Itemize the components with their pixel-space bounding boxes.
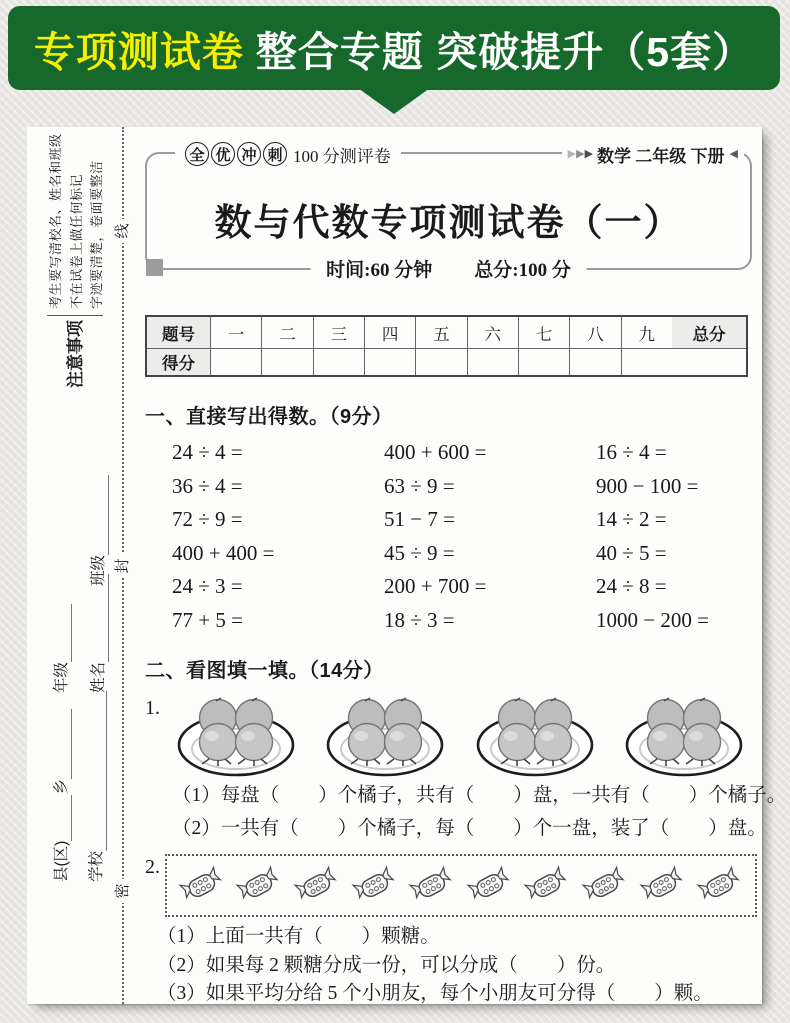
banner-text: 整合专题 突破提升（5套）	[255, 28, 755, 75]
arithmetic-problem: 200 + 700 =	[384, 574, 487, 598]
score-table	[145, 315, 748, 377]
score-table-cell: 七	[519, 317, 570, 348]
arithmetic-problem: 400 + 400 =	[172, 540, 275, 565]
candy-icon	[351, 862, 399, 910]
field-school-blank	[89, 691, 107, 851]
badge-circle-char: 优	[211, 142, 235, 166]
field-name	[85, 563, 109, 693]
arithmetic-problem: 77 + 5 =	[172, 607, 243, 632]
arrow-right-icon: ▶	[567, 148, 577, 160]
question2-line1: （1）上面一共有（ ）颗糖。	[157, 926, 440, 947]
notice-line: 考生要写清校名、姓名和班级	[48, 133, 63, 309]
field-county-blank	[54, 795, 72, 841]
score-table-cell: 九	[638, 324, 656, 344]
field-name-label: 姓名	[90, 661, 107, 693]
candy-icon	[178, 862, 226, 910]
section1-heading: 一、直接写出得数。（9分）	[145, 406, 393, 428]
arithmetic-problem: 18 ÷ 3 =	[384, 607, 455, 632]
arrow-left-icon: ◀	[729, 148, 738, 160]
arithmetic-problem: 24 ÷ 4 =	[172, 440, 243, 464]
field-school	[83, 682, 107, 882]
score-table-cell: 题号	[147, 317, 211, 348]
series-badge	[175, 140, 401, 168]
candy-icon	[639, 862, 687, 910]
arithmetic-problem: 63 ÷ 9 =	[384, 473, 455, 498]
paper-title: 数与代数专项测试卷（一）	[214, 203, 683, 244]
score-table-score-row	[147, 348, 746, 375]
question1-line1: （1）每盘（ ）个橘子，共有（ ）盘，一共有（ ）个橘子。	[172, 785, 787, 806]
question1-block	[145, 689, 757, 779]
candy-icon	[235, 862, 283, 910]
candy-icon	[408, 862, 456, 910]
arithmetic-problem: 51 − 7 =	[384, 507, 455, 531]
score-table-empty-cell	[416, 349, 467, 375]
candy-icon	[293, 862, 341, 910]
arrow-right-icon: ▶	[584, 148, 594, 160]
score-table-cell: 二	[262, 317, 313, 348]
score-table-empty-cell	[468, 349, 519, 375]
notice-line: 不在试卷上做任何标记	[68, 173, 84, 309]
field-grade	[48, 597, 72, 693]
orange-plate-illustration	[322, 689, 448, 779]
score-table-cell: 四	[365, 317, 416, 348]
field-township-blank	[54, 709, 72, 779]
candy-icon	[523, 862, 571, 910]
arithmetic-problem: 900 − 100 =	[596, 473, 699, 498]
score-table-header-row	[147, 317, 746, 348]
banner-highlight-text: 专项测试卷	[33, 28, 244, 75]
score-table-empty-cell	[519, 349, 570, 375]
badge-circle-char: 刺	[263, 142, 287, 166]
score-table-empty-cell	[314, 349, 365, 375]
field-class-label: 班级	[90, 554, 107, 586]
score-table-cell: 六	[468, 317, 519, 348]
candy-icon	[466, 862, 514, 910]
arithmetic-problem: 16 ÷ 4 =	[596, 440, 667, 464]
badge-circle-char: 冲	[237, 142, 261, 166]
orange-plate-illustration	[173, 689, 299, 779]
score-table-cell: 得分	[147, 349, 211, 375]
orange-plate-illustration	[621, 689, 747, 779]
arithmetic-problem: 36 ÷ 4 =	[172, 473, 243, 498]
seal-char-mi: 密	[111, 879, 135, 903]
field-grade-blank	[54, 604, 72, 662]
notice-line: 字迹要清楚，卷面要整洁	[89, 160, 104, 309]
candy-box	[165, 854, 757, 917]
question2-number: 2.	[145, 856, 160, 878]
badge-suffix: 100 分测评卷	[293, 146, 391, 166]
arithmetic-problem: 400 + 600 =	[384, 440, 487, 464]
problem-grid	[145, 441, 757, 631]
banner-pointer-triangle	[358, 88, 430, 114]
arithmetic-problem: 24 ÷ 8 =	[596, 574, 667, 598]
arithmetic-problem: 24 ÷ 3 =	[172, 574, 243, 598]
section2-heading: 二、看图填一填。（14分）	[145, 660, 384, 682]
orange-plate-illustration	[472, 689, 598, 779]
field-county-label: 县(区)	[53, 840, 70, 882]
time-label: 时间:60 分钟	[326, 259, 433, 281]
test-paper-sheet	[27, 127, 787, 1004]
score-table-empty-cell	[262, 349, 313, 375]
total-score-label: 总分:100 分	[474, 259, 571, 281]
notice-block	[43, 133, 107, 392]
score-table-empty-cells	[211, 349, 672, 375]
field-county-township	[48, 682, 72, 882]
notice-title: 注意事项	[65, 320, 85, 388]
seal-char-feng: 封	[111, 554, 135, 578]
arithmetic-problem: 72 ÷ 9 =	[172, 507, 243, 531]
field-class-blank	[91, 475, 109, 555]
score-table-cell: 三	[314, 317, 365, 348]
time-score-line	[310, 254, 587, 282]
orange-plates-row	[173, 689, 757, 779]
field-school-label: 学校	[88, 850, 105, 882]
score-table-cell: 一	[211, 317, 262, 348]
notice-lines	[45, 133, 105, 309]
notice-divider	[47, 315, 103, 316]
corner-square-mark	[146, 259, 163, 276]
arithmetic-problem: 14 ÷ 2 =	[596, 507, 667, 531]
badge-circles	[185, 142, 289, 166]
score-table-empty-cell	[211, 349, 262, 375]
arrow-right-icon: ▶	[576, 148, 585, 160]
field-name-blank	[91, 574, 109, 662]
question2-block	[145, 854, 757, 917]
field-grade-label: 年级	[53, 661, 70, 693]
question2-line2: （2）如果每 2 颗糖分成一份，可以分成（ ）份。	[157, 954, 616, 976]
score-table-empty-cell	[622, 349, 672, 375]
field-township-label: 乡	[53, 779, 70, 795]
candy-icon	[581, 862, 629, 910]
edition-label	[562, 142, 744, 166]
arithmetic-problem: 1000 − 200 =	[596, 607, 709, 632]
question1-number: 1.	[145, 697, 160, 719]
question2-line3: （3）如果平均分给 5 个小朋友，每个小朋友可分得（ ）颗。	[157, 983, 713, 1004]
paper-header-box	[145, 146, 752, 281]
paper-main-column	[145, 146, 787, 1009]
score-table-number-cells	[211, 317, 672, 348]
score-table-empty-cell	[672, 349, 746, 375]
question1-line2: （2）一共有（ ）个橘子，每（ ）个一盘，装了（ ）盘。	[172, 818, 767, 839]
score-table-cell: 八	[570, 317, 621, 348]
badge-circle-char: 全	[185, 142, 209, 166]
arithmetic-problem: 40 ÷ 5 =	[596, 540, 667, 565]
score-table-cell: 总分	[672, 317, 746, 348]
score-table-empty-cell	[365, 349, 416, 375]
seal-char-line: 线	[111, 219, 135, 243]
edition-text: 数学 二年级 下册	[597, 146, 725, 166]
arithmetic-problem: 45 ÷ 9 =	[384, 540, 455, 565]
candy-icon	[696, 862, 744, 910]
score-table-empty-cell	[570, 349, 621, 375]
promo-banner	[8, 6, 780, 90]
score-table-cell: 五	[416, 317, 467, 348]
